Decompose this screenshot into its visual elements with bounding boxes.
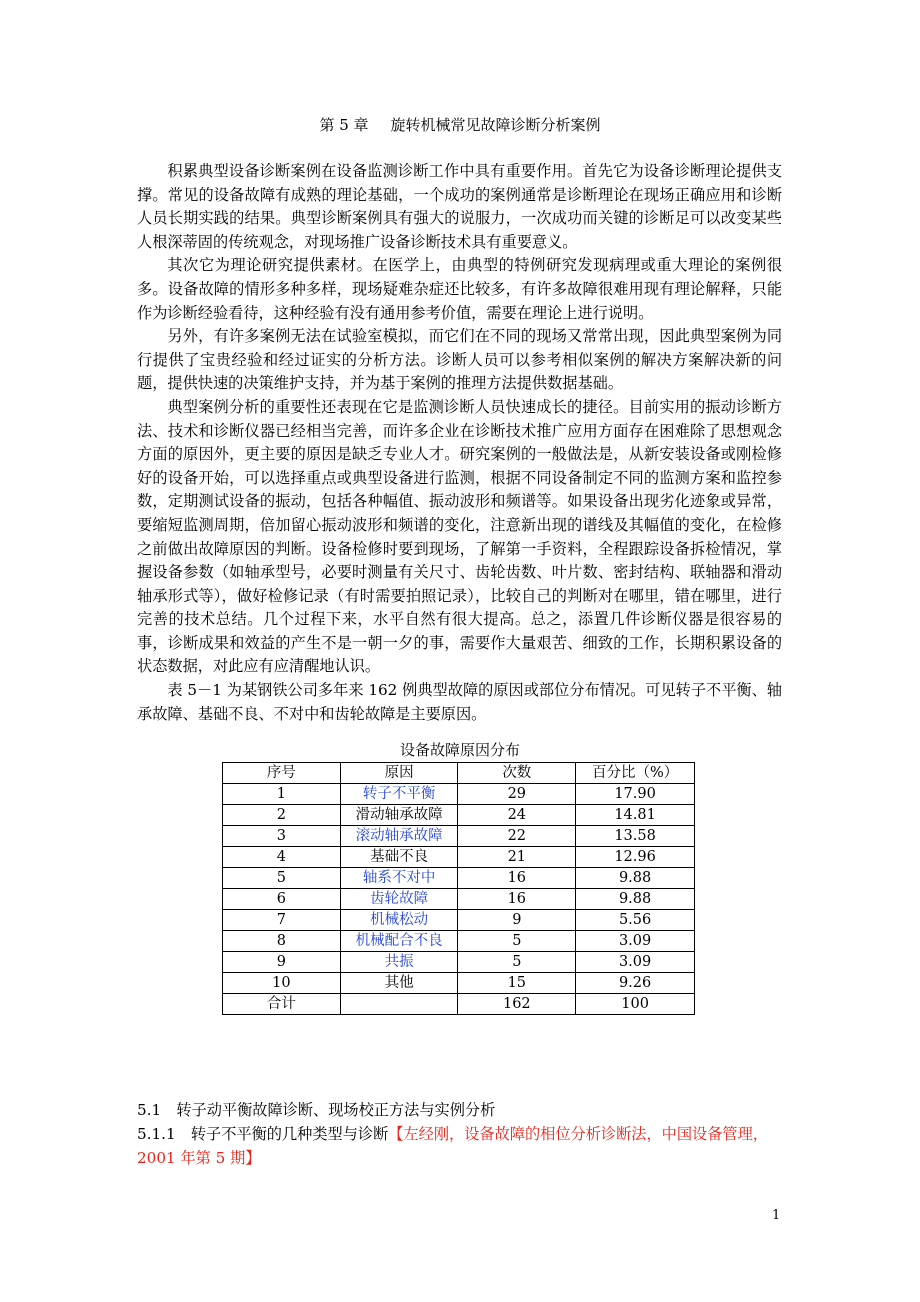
table-row bbox=[223, 868, 695, 889]
cell-percent: 3.09 bbox=[576, 952, 695, 973]
cell-cause[interactable]: 机械松动 bbox=[340, 910, 458, 931]
header-percent: 百分比（%） bbox=[576, 763, 695, 784]
cell-cause[interactable]: 机械配合不良 bbox=[340, 931, 458, 952]
cell-percent: 3.09 bbox=[576, 931, 695, 952]
paragraph-2: 其次它为理论研究提供素材。在医学上，由典型的特例研究发现病理或重大理论的案例很多。设备故障的情形多种多样，现场疑难杂症还比较多，有许多故障很难用现有理论解释，只能作为诊断经验看待，这种经验有没有通用参考价值，需要在理论上进行说明。 bbox=[137, 256, 782, 322]
cell-percent: 17.90 bbox=[576, 784, 695, 805]
cell-count: 16 bbox=[458, 868, 576, 889]
chapter-title-text: 旋转机械常见故障诊断分析案例 bbox=[390, 116, 601, 134]
cell-percent: 100 bbox=[576, 994, 695, 1015]
paragraph-3: 另外，有许多案例无法在试验室模拟，而它们在不同的现场又常常出现，因此典型案例为同行提供了宝贵经验和经过证实的分析方法。诊断人员可以参考相似案例的解决方案解决新的问题，提供快速的决策维护支持，并为基于案例的推理方法提供数据基础。 bbox=[137, 327, 782, 393]
cell-cause[interactable]: 转子不平衡 bbox=[340, 784, 458, 805]
cell-percent: 13.58 bbox=[576, 826, 695, 847]
cell-no: 1 bbox=[223, 784, 341, 805]
cell-percent: 9.26 bbox=[576, 973, 695, 994]
cell-count: 29 bbox=[458, 784, 576, 805]
cell-cause[interactable]: 滚动轴承故障 bbox=[340, 826, 458, 847]
cell-percent: 5.56 bbox=[576, 910, 695, 931]
cell-cause[interactable]: 齿轮故障 bbox=[340, 889, 458, 910]
body-text bbox=[137, 160, 782, 726]
section-heading-5-1: 5.1 转子动平衡故障诊断、现场校正方法与实例分析 bbox=[137, 1101, 496, 1119]
table-body bbox=[223, 784, 695, 1015]
cell-cause: 其他 bbox=[340, 973, 458, 994]
cell-no: 3 bbox=[223, 826, 341, 847]
cell-no: 4 bbox=[223, 847, 341, 868]
paragraph-5: 表 5－1 为某钢铁公司多年来 162 例典型故障的原因或部位分布情况。可见转子不平衡、轴承故障、基础不良、不对中和齿轮故障是主要原因。 bbox=[137, 681, 782, 723]
reference-link[interactable]: 【左经刚，设备故障的相位分析诊断法，中国设备管理，2001 年第 5 期】 bbox=[137, 1125, 768, 1167]
cell-no: 5 bbox=[223, 868, 341, 889]
table-row bbox=[223, 910, 695, 931]
header-cause: 原因 bbox=[340, 763, 458, 784]
table-header-row bbox=[223, 763, 695, 784]
cell-count: 15 bbox=[458, 973, 576, 994]
cell-count: 24 bbox=[458, 805, 576, 826]
table-row bbox=[223, 805, 695, 826]
header-count: 次数 bbox=[458, 763, 576, 784]
cell-no: 10 bbox=[223, 973, 341, 994]
table-row bbox=[223, 931, 695, 952]
cell-count: 9 bbox=[458, 910, 576, 931]
cell-no: 2 bbox=[223, 805, 341, 826]
cell-cause bbox=[340, 994, 458, 1015]
cell-count: 21 bbox=[458, 847, 576, 868]
cell-cause: 滑动轴承故障 bbox=[340, 805, 458, 826]
cell-percent: 12.96 bbox=[576, 847, 695, 868]
cell-no: 9 bbox=[223, 952, 341, 973]
fault-cause-table bbox=[222, 762, 695, 1015]
cell-percent: 9.88 bbox=[576, 889, 695, 910]
cell-percent: 14.81 bbox=[576, 805, 695, 826]
page-number: 1 bbox=[772, 1208, 781, 1223]
header-no: 序号 bbox=[223, 763, 341, 784]
cell-count: 22 bbox=[458, 826, 576, 847]
section-heading-5-1-1 bbox=[137, 1122, 792, 1170]
cell-percent: 9.88 bbox=[576, 868, 695, 889]
chapter-number: 第 5 章 bbox=[319, 116, 369, 134]
subsection-label: 5.1.1 转子不平衡的几种类型与诊断 bbox=[137, 1125, 389, 1143]
cell-cause[interactable]: 轴系不对中 bbox=[340, 868, 458, 889]
table-row bbox=[223, 952, 695, 973]
table-row bbox=[223, 973, 695, 994]
chapter-title bbox=[0, 114, 920, 136]
cell-no: 合计 bbox=[223, 994, 341, 1015]
table-caption: 设备故障原因分布 bbox=[399, 741, 520, 759]
paragraph-4: 典型案例分析的重要性还表现在它是监测诊断人员快速成长的捷径。目前实用的振动诊断方法、技术和诊断仪器已经相当完善，而许多企业在诊断技术推广应用方面存在困难除了思想观念方面的原因外，更主要的原因是缺乏专业人才。研究案例的一般做法是，从新安装设备或刚检修好的设备开始，可以选择重点或典型设备进行监测，根据不同设备制定不同的监测方案和监控参数，定期测试设备的振动，包括各种幅值、振动波形和频谱等。如果设备出现劣化迹象或异常，要缩短监测周期，倍加留心振动波形和频谱的变化，注意新出现的谱线及其幅值的变化，在检修之前做出故障原因的判断。设备检修时要到现场，了解第一手资料，全程跟踪设备拆检情况，掌握设备参数（如轴承型号，必要时测量有关尺寸、齿轮齿数、叶片数、密封结构、联轴器和滑动轴承形式等），做好检修记录（有时需要拍照记录），比较自己的判断对在哪里，错在哪里，进行完善的技术总结。几个过程下来，水平自然有很大提高。总之，添置几件诊断仪器是很容易的事，诊断成果和效益的产生不是一朝一夕的事，需要作大量艰苦、细致的工作，长期积累设备的状态数据，对此应有应清醒地认识。 bbox=[137, 397, 782, 676]
paragraph-1: 积累典型设备诊断案例在设备监测诊断工作中具有重要作用。首先它为设备诊断理论提供支撑。常见的设备故障有成熟的理论基础，一个成功的案例通常是诊断理论在现场正确应用和诊断人员长期实践的结果。典型诊断案例具有强大的说服力，一次成功而关键的诊断足可以改变某些人根深蒂固的传统观念，对现场推广设备诊断技术具有重要意义。 bbox=[137, 162, 782, 251]
cell-cause[interactable]: 共振 bbox=[340, 952, 458, 973]
table-row bbox=[223, 847, 695, 868]
cell-no: 7 bbox=[223, 910, 341, 931]
table-row bbox=[223, 826, 695, 847]
table-total-row bbox=[223, 994, 695, 1015]
table-row bbox=[223, 889, 695, 910]
cell-count: 5 bbox=[458, 952, 576, 973]
cell-cause: 基础不良 bbox=[340, 847, 458, 868]
table-row bbox=[223, 784, 695, 805]
cell-count: 162 bbox=[458, 994, 576, 1015]
cell-count: 5 bbox=[458, 931, 576, 952]
cell-count: 16 bbox=[458, 889, 576, 910]
cell-no: 8 bbox=[223, 931, 341, 952]
cell-no: 6 bbox=[223, 889, 341, 910]
